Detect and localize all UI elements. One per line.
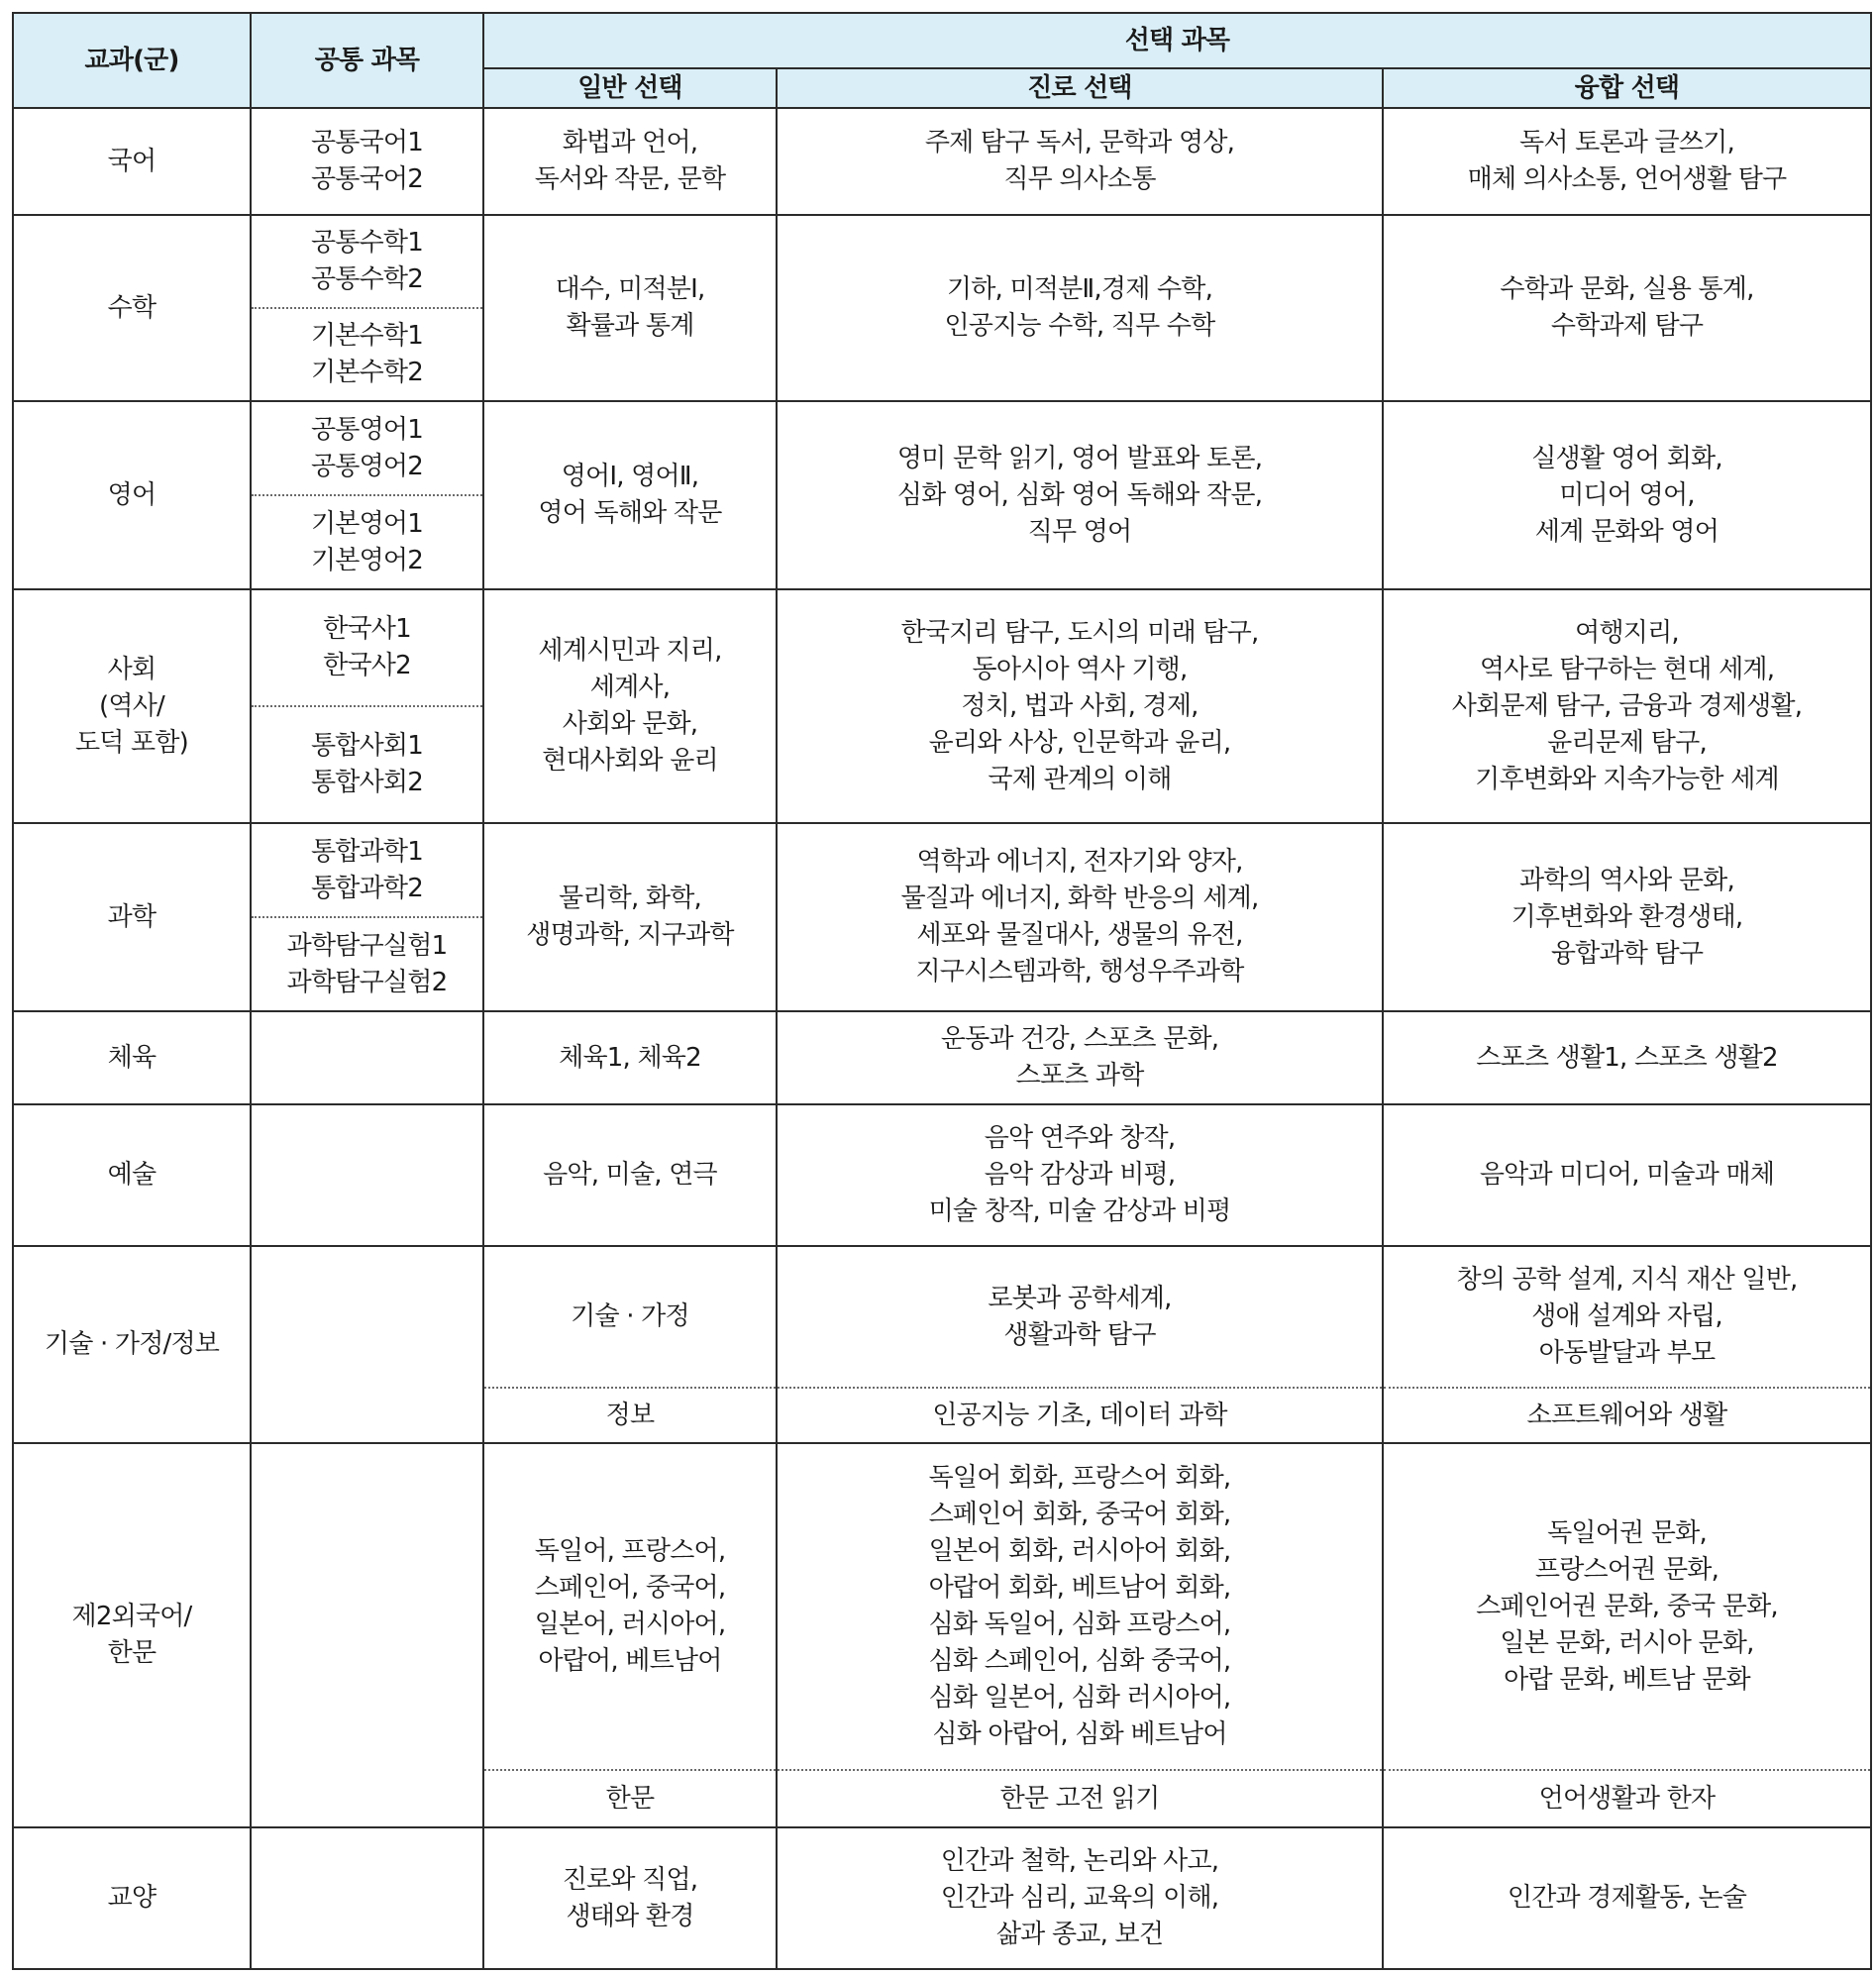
general-elective-cell [483, 1443, 777, 1770]
cell-line: 기본수학1 [310, 321, 423, 351]
cell-line: 실생활 영어 회화, [1531, 443, 1722, 473]
cell-line: 독일어, 프랑스어, [534, 1536, 726, 1566]
cell-line: 한국사2 [323, 651, 411, 680]
cell-line: 확률과 통계 [566, 311, 694, 341]
cell-line: 스페인어 회화, 중국어 회화, [928, 1500, 1231, 1529]
cell-line: 영어Ⅰ, 영어Ⅱ, [561, 462, 699, 491]
cell-line: 세계시민과 지리, [538, 636, 722, 666]
fusion-elective-cell [1383, 589, 1871, 823]
cell-line: 사회 [107, 654, 156, 684]
cell-line: 제2외국어/ [71, 1602, 192, 1631]
common-course-cell [251, 108, 483, 215]
cell-line: 스페인어, 중국어, [534, 1573, 726, 1603]
cell-line: 통합과학2 [310, 873, 423, 903]
cell-line: 일본 문화, 러시아 문화, [1500, 1627, 1754, 1658]
row-korean [13, 108, 1871, 215]
career-elective-cell [777, 401, 1383, 589]
cell-line: 심화 스페인어, 심화 중국어, [928, 1646, 1231, 1676]
cell-line: 화법과 언어, [562, 128, 698, 157]
cell-line: 언어생활과 한자 [1538, 1783, 1716, 1814]
cell-line: 역사로 탐구하는 현대 세계, [1479, 654, 1775, 684]
common-course-cell-empty [251, 1011, 483, 1104]
cell-line: 창의 공학 설계, 지식 재산 일반, [1456, 1265, 1798, 1295]
common-course-cell-empty [251, 1246, 483, 1443]
cell-line: 윤리와 사상, 인문학과 윤리, [928, 727, 1231, 758]
cell-line: 영미 문학 읽기, 영어 발표와 토론, [896, 443, 1263, 473]
cell-line: 음악과 미디어, 미술과 매체 [1479, 1160, 1775, 1190]
subject-cell: 수학 [13, 215, 251, 401]
cell-line: 윤리문제 탐구, [1547, 727, 1707, 758]
subject-cell: 예술 [13, 1104, 251, 1246]
header-career-elective: 진로 선택 [777, 68, 1383, 108]
cell-line: 융합과학 탐구 [1550, 938, 1704, 969]
cell-line: 도덕 포함) [74, 727, 189, 758]
cell-line: 기본수학2 [310, 358, 423, 387]
subject-cell: 과학 [13, 823, 251, 1011]
cell-line: 독일어권 문화, [1547, 1517, 1707, 1548]
cell-line: 심화 아랍어, 심화 베트남어 [932, 1719, 1227, 1749]
cell-line: 사회문제 탐구, 금융과 경제생활, [1451, 690, 1803, 721]
cell-line: 아랍 문화, 베트남 문화 [1504, 1664, 1750, 1695]
cell-line: 생활과학 탐구 [1003, 1319, 1156, 1350]
common-course-cell-empty [251, 1827, 483, 1969]
subject-cell: 기술 · 가정/정보 [13, 1246, 251, 1443]
common-course-cell [251, 823, 483, 917]
cell-line: 한문 [605, 1783, 655, 1814]
cell-line: 일본어, 러시아어, [534, 1610, 726, 1639]
cell-line: 인공지능 기초, 데이터 과학 [932, 1400, 1227, 1430]
general-elective-cell [483, 1011, 777, 1104]
common-course-cell [251, 495, 483, 589]
row-tech-home [13, 1246, 1871, 1388]
row-science [13, 823, 1871, 917]
subject-cell [13, 1443, 251, 1827]
general-elective-cell [483, 401, 777, 589]
curriculum-table [12, 12, 1872, 1970]
cell-line: 인간과 철학, 논리와 사고, [940, 1846, 1219, 1876]
cell-line: 독일어 회화, 프랑스어 회화, [928, 1463, 1231, 1493]
cell-line: 세포와 물질대사, 생물의 유전, [916, 920, 1243, 950]
cell-line: 기본영어2 [310, 545, 423, 575]
cell-line: 삶과 종교, 보건 [995, 1920, 1164, 1949]
cell-line: 음악 감상과 비평, [984, 1160, 1176, 1190]
cell-line: 통합사회1 [310, 731, 423, 761]
row-foreign-language [13, 1443, 1871, 1770]
cell-line: 스포츠 과학 [1015, 1061, 1144, 1091]
header-subject-group: 교과(군) [13, 13, 251, 108]
cell-line: 한문 [107, 1638, 156, 1668]
cell-line: 스페인어권 문화, 중국 문화, [1476, 1591, 1778, 1621]
cell-line: 아랍어, 베트남어 [538, 1646, 722, 1676]
cell-line: 공통영어1 [310, 414, 423, 445]
header-general-elective: 일반 선택 [483, 68, 777, 108]
cell-line: 일본어 회화, 러시아어 회화, [928, 1536, 1231, 1566]
subject-cell: 영어 [13, 401, 251, 589]
cell-line: 물리학, 화학, [559, 884, 701, 913]
cell-line: 심화 독일어, 심화 프랑스어, [928, 1610, 1231, 1639]
career-elective-cell [777, 1388, 1383, 1443]
cell-line: 기후변화와 지속가능한 세계 [1475, 764, 1779, 794]
cell-line: 정보 [605, 1400, 655, 1430]
cell-line: 생애 설계와 자립, [1531, 1301, 1722, 1331]
row-english [13, 401, 1871, 495]
career-elective-cell [777, 1011, 1383, 1104]
cell-line: 운동과 건강, 스포츠 문화, [940, 1024, 1219, 1054]
cell-line: 공통영어2 [310, 451, 423, 481]
career-elective-cell [777, 1104, 1383, 1246]
subject-cell: 체육 [13, 1011, 251, 1104]
cell-line: 심화 영어, 심화 영어 독해와 작문, [896, 479, 1263, 510]
cell-line: 영어 독해와 작문 [538, 498, 722, 528]
cell-line: 미디어 영어, [1559, 479, 1695, 510]
cell-line: 미술 창작, 미술 감상과 비평 [928, 1196, 1231, 1226]
row-liberal-arts [13, 1827, 1871, 1969]
career-elective-cell [777, 1443, 1383, 1770]
cell-line: 수학과 문화, 실용 통계, [1500, 274, 1754, 304]
career-elective-cell [777, 108, 1383, 215]
cell-line: 통합과학1 [310, 836, 423, 867]
cell-line: 세계 문화와 영어 [1534, 516, 1720, 547]
header-fusion-elective: 융합 선택 [1383, 68, 1871, 108]
cell-line: 직무 영어 [1027, 516, 1132, 547]
cell-line: 프랑스어권 문화, [1534, 1554, 1720, 1585]
cell-line: 스포츠 생활1, 스포츠 생활2 [1476, 1042, 1778, 1073]
cell-line: 세계사, [589, 673, 671, 702]
cell-line: 현대사회와 윤리 [542, 746, 718, 776]
cell-line: 공통국어1 [310, 128, 423, 157]
cell-line: 아동발달과 부모 [1538, 1338, 1716, 1368]
general-elective-cell [483, 1104, 777, 1246]
row-pe [13, 1011, 1871, 1104]
cell-line: 대수, 미적분Ⅰ, [555, 274, 705, 304]
common-course-cell-empty [251, 1104, 483, 1246]
cell-line: 공통수학2 [310, 264, 423, 294]
common-course-cell [251, 401, 483, 495]
common-course-cell [251, 308, 483, 401]
cell-line: (역사/ [99, 690, 164, 721]
fusion-elective-cell [1383, 1770, 1871, 1827]
common-course-cell [251, 706, 483, 823]
cell-line: 물질과 에너지, 화학 반응의 세계, [900, 884, 1259, 913]
cell-line: 역학과 에너지, 전자기와 양자, [916, 847, 1243, 877]
cell-line: 심화 일본어, 심화 러시아어, [928, 1683, 1231, 1713]
cell-line: 인공지능 수학, 직무 수학 [944, 311, 1215, 341]
subject-cell: 교양 [13, 1827, 251, 1969]
cell-line: 정치, 법과 사회, 경제, [961, 690, 1199, 721]
cell-line: 공통수학1 [310, 228, 423, 258]
career-elective-cell [777, 215, 1383, 401]
cell-line: 국제 관계의 이해 [988, 764, 1172, 794]
general-elective-cell [483, 1827, 777, 1969]
cell-line: 음악 연주와 창작, [984, 1123, 1176, 1153]
fusion-elective-cell [1383, 1104, 1871, 1246]
general-elective-cell [483, 589, 777, 823]
cell-line: 한국사1 [323, 614, 411, 644]
fusion-elective-cell [1383, 108, 1871, 215]
cell-line: 사회와 문화, [562, 709, 698, 739]
cell-line: 음악, 미술, 연극 [543, 1160, 717, 1190]
career-elective-cell [777, 1770, 1383, 1827]
curriculum-table-wrapper [12, 12, 1870, 1970]
cell-line: 체육1, 체육2 [559, 1042, 701, 1073]
common-course-cell [251, 917, 483, 1011]
general-elective-cell [483, 1246, 777, 1388]
fusion-elective-cell [1383, 823, 1871, 1011]
cell-line: 직무 의사소통 [1003, 164, 1156, 194]
general-elective-cell [483, 1388, 777, 1443]
fusion-elective-cell [1383, 1246, 1871, 1388]
cell-line: 독서 토론과 글쓰기, [1519, 128, 1734, 157]
general-elective-cell [483, 215, 777, 401]
career-elective-cell [777, 589, 1383, 823]
general-elective-cell [483, 823, 777, 1011]
cell-line: 매체 의사소통, 언어생활 탐구 [1467, 164, 1787, 194]
subject-cell [13, 589, 251, 823]
cell-line: 지구시스템과학, 행성우주과학 [915, 957, 1244, 987]
general-elective-cell [483, 1770, 777, 1827]
cell-line: 과학탐구실험2 [286, 967, 448, 997]
header-elective-courses: 선택 과목 [483, 13, 1871, 68]
cell-line: 한문 고전 읽기 [999, 1783, 1160, 1814]
header-common-courses: 공통 과목 [251, 13, 483, 108]
cell-line: 인간과 경제활동, 논술 [1507, 1883, 1747, 1913]
fusion-elective-cell [1383, 1827, 1871, 1969]
cell-line: 독서와 작문, 문학 [534, 164, 726, 194]
row-math [13, 215, 1871, 308]
common-course-cell-empty [251, 1443, 483, 1827]
fusion-elective-cell [1383, 1011, 1871, 1104]
career-elective-cell [777, 823, 1383, 1011]
cell-line: 주제 탐구 독서, 문학과 영상, [924, 128, 1235, 157]
cell-line: 기술 · 가정 [571, 1301, 689, 1331]
general-elective-cell [483, 108, 777, 215]
cell-line: 여행지리, [1575, 617, 1679, 648]
fusion-elective-cell [1383, 401, 1871, 589]
cell-line: 동아시아 역사 기행, [972, 654, 1188, 684]
cell-line: 생태와 환경 [566, 1901, 694, 1931]
cell-line: 아랍어 회화, 베트남어 회화, [928, 1573, 1231, 1603]
cell-line: 기후변화와 환경생태, [1511, 901, 1743, 932]
cell-line: 과학의 역사와 문화, [1519, 865, 1734, 895]
fusion-elective-cell [1383, 215, 1871, 401]
cell-line: 생명과학, 지구과학 [526, 920, 734, 950]
cell-line: 통합사회2 [310, 768, 423, 797]
fusion-elective-cell [1383, 1388, 1871, 1443]
cell-line: 과학탐구실험1 [286, 930, 448, 961]
cell-line: 소프트웨어와 생활 [1526, 1400, 1727, 1430]
cell-line: 수학과제 탐구 [1550, 311, 1704, 341]
row-social [13, 589, 1871, 706]
cell-line: 인간과 심리, 교육의 이해, [940, 1883, 1219, 1913]
cell-line: 로봇과 공학세계, [988, 1283, 1172, 1313]
career-elective-cell [777, 1246, 1383, 1388]
subject-cell: 국어 [13, 108, 251, 215]
row-arts [13, 1104, 1871, 1246]
cell-line: 공통국어2 [310, 164, 423, 194]
career-elective-cell [777, 1827, 1383, 1969]
common-course-cell [251, 215, 483, 308]
cell-line: 기본영어1 [310, 508, 423, 539]
cell-line: 기하, 미적분Ⅱ,경제 수학, [946, 274, 1213, 304]
cell-line: 한국지리 탐구, 도시의 미래 탐구, [900, 617, 1259, 648]
cell-line: 진로와 직업, [562, 1864, 698, 1895]
fusion-elective-cell [1383, 1443, 1871, 1770]
common-course-cell [251, 589, 483, 706]
